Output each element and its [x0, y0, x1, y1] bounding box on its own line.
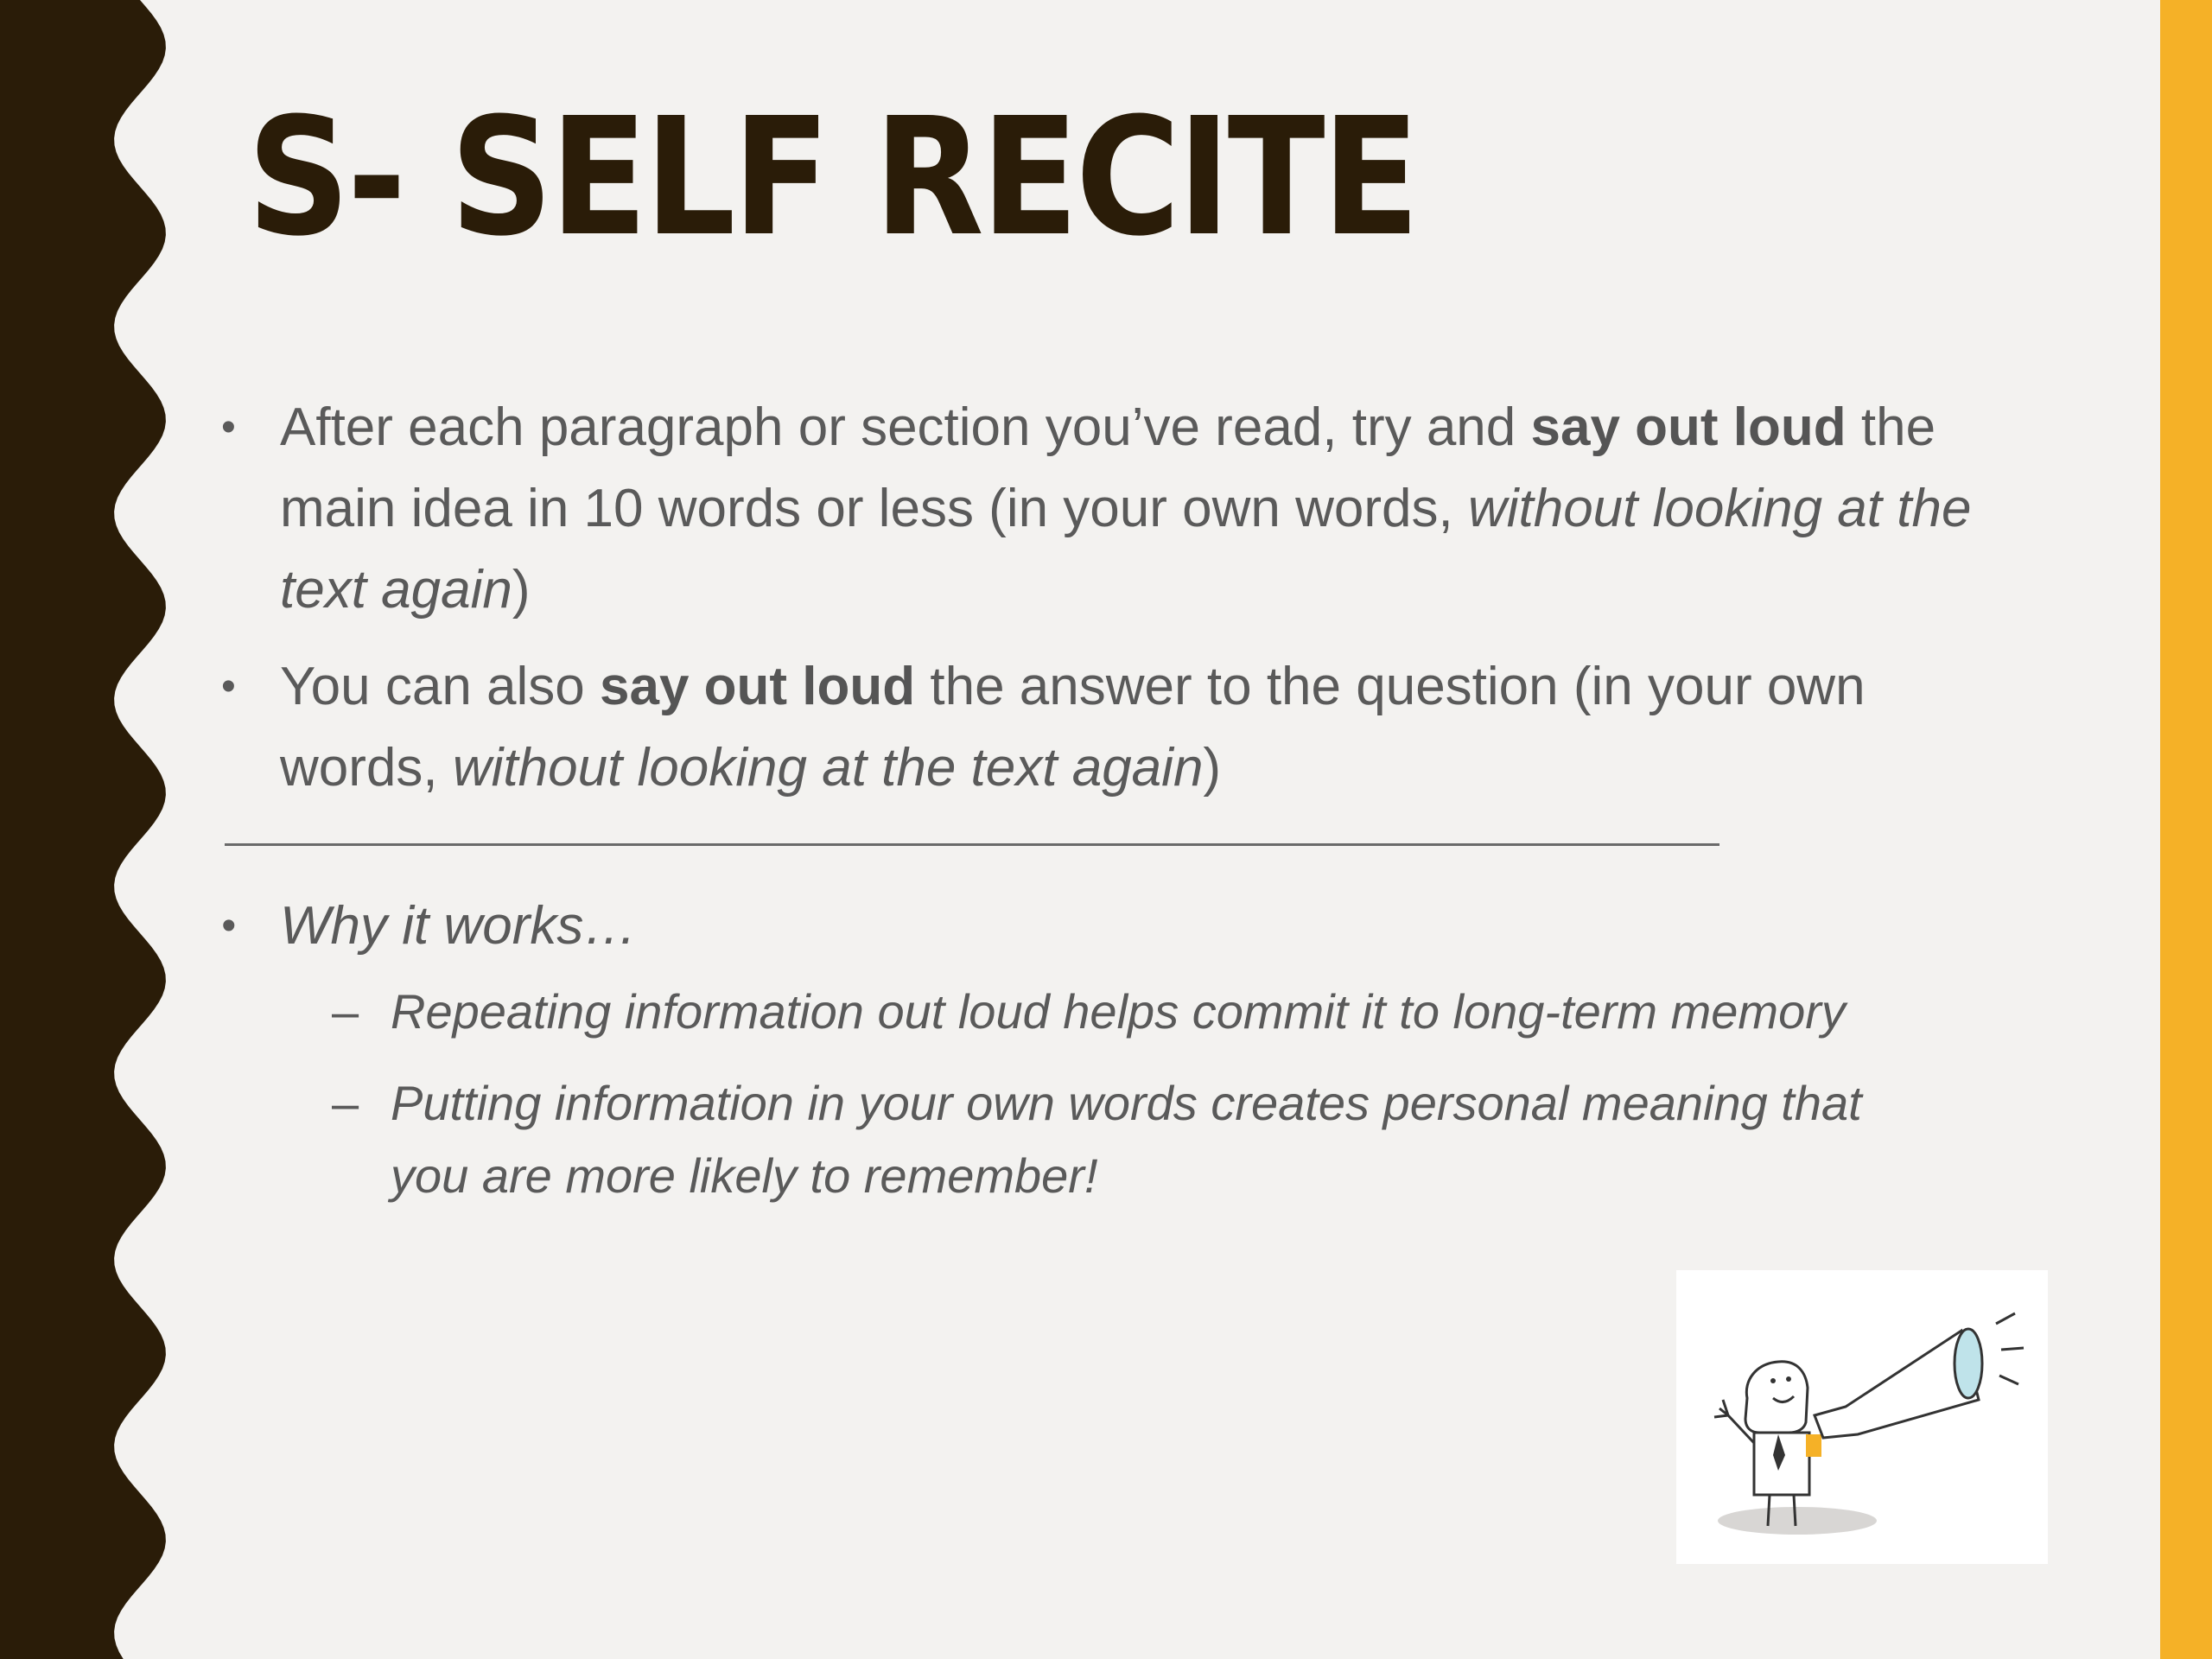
- dash-glyph: –: [332, 1076, 359, 1130]
- bullet-item: • After each paragraph or section you’ve read, try and say out loud the main idea in 10 words or less (in your own words, without looking at the text again): [221, 387, 1984, 631]
- italic-emphasis: without looking at the text again: [452, 738, 1204, 798]
- sub-bullet-item: – Repeating information out loud helps commit it to long-term memory: [221, 976, 1932, 1048]
- italic-emphasis: without looking at the text again: [280, 479, 1972, 620]
- bold-emphasis: say out loud: [600, 657, 916, 716]
- decorative-right-stripe: [2160, 0, 2212, 1659]
- stick-figure-with-megaphone-icon: [1676, 1270, 2048, 1564]
- slide-body: [221, 387, 1984, 1231]
- why-heading-bullet: [221, 886, 1984, 967]
- divider-line: [225, 843, 1719, 846]
- bullet-glyph: •: [221, 664, 236, 709]
- bold-emphasis: say out loud: [1530, 397, 1847, 457]
- bullet-item: • You can also say out loud the answer to the question (in your own words, without looking at the text again): [221, 646, 1984, 809]
- slide-title: S- SELF RECITE: [247, 83, 1417, 272]
- why-heading: Why it works…: [280, 896, 638, 956]
- decorative-wave-band: [0, 0, 173, 1659]
- bullet-glyph: •: [221, 903, 236, 949]
- sub-bullet-item: – Putting information in your own words creates personal meaning that you are more likely to remember!: [221, 1067, 1932, 1212]
- dash-glyph: –: [332, 984, 359, 1039]
- bullet-glyph: •: [221, 404, 236, 450]
